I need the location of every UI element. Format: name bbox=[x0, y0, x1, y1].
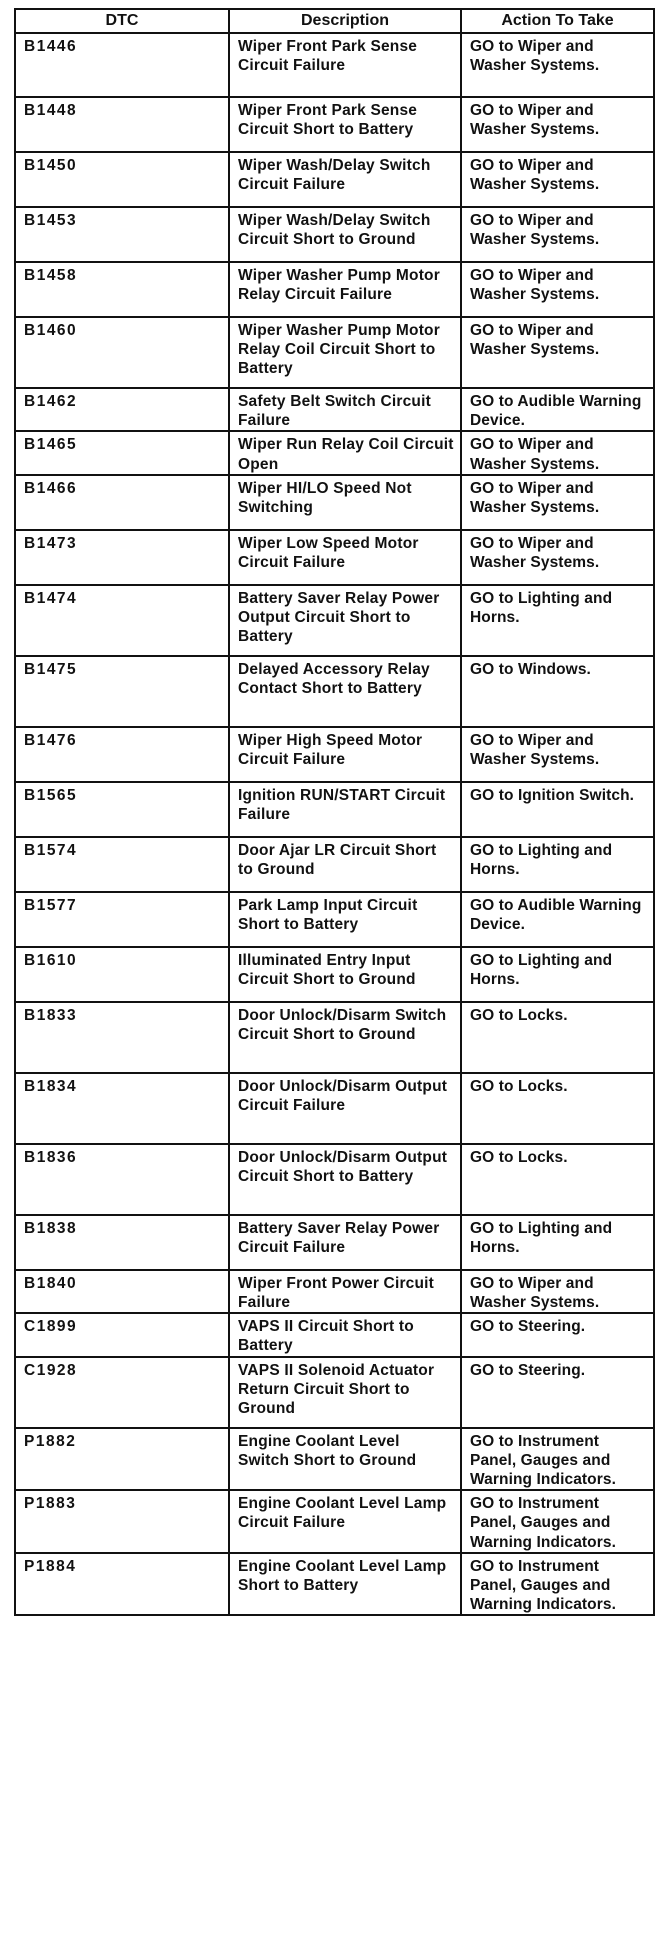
dtc-action: GO to Locks. bbox=[461, 1002, 654, 1073]
table-row bbox=[15, 262, 654, 317]
dtc-table-body bbox=[15, 33, 654, 1615]
dtc-code: P1882 bbox=[15, 1428, 229, 1491]
dtc-action: GO to Audible Warning Device. bbox=[461, 892, 654, 947]
table-row bbox=[15, 947, 654, 1002]
table-row bbox=[15, 1215, 654, 1270]
dtc-action: GO to Wiper and Washer Systems. bbox=[461, 727, 654, 782]
dtc-action: GO to Ignition Switch. bbox=[461, 782, 654, 837]
dtc-code: B1458 bbox=[15, 262, 229, 317]
dtc-code: B1462 bbox=[15, 388, 229, 431]
dtc-description: Wiper Run Relay Coil Circuit Open bbox=[229, 431, 461, 474]
table-row bbox=[15, 207, 654, 262]
table-row bbox=[15, 1357, 654, 1428]
dtc-description: Engine Coolant Level Lamp Short to Battery bbox=[229, 1553, 461, 1616]
dtc-code: B1474 bbox=[15, 585, 229, 656]
dtc-code: B1460 bbox=[15, 317, 229, 388]
dtc-description: Door Unlock/Disarm Output Circuit Failure bbox=[229, 1073, 461, 1144]
dtc-description: Wiper High Speed Motor Circuit Failure bbox=[229, 727, 461, 782]
dtc-action: GO to Windows. bbox=[461, 656, 654, 727]
dtc-action: GO to Wiper and Washer Systems. bbox=[461, 97, 654, 152]
table-row bbox=[15, 1002, 654, 1073]
table-row bbox=[15, 97, 654, 152]
dtc-description: Illuminated Entry Input Circuit Short to Ground bbox=[229, 947, 461, 1002]
dtc-code: B1476 bbox=[15, 727, 229, 782]
table-row bbox=[15, 837, 654, 892]
dtc-description: Door Ajar LR Circuit Short to Ground bbox=[229, 837, 461, 892]
dtc-action: GO to Audible Warning Device. bbox=[461, 388, 654, 431]
dtc-code: B1836 bbox=[15, 1144, 229, 1215]
dtc-code: B1466 bbox=[15, 475, 229, 530]
dtc-description: Engine Coolant Level Switch Short to Ground bbox=[229, 1428, 461, 1491]
dtc-document bbox=[14, 8, 653, 1616]
dtc-description: Door Unlock/Disarm Switch Circuit Short to Ground bbox=[229, 1002, 461, 1073]
table-row bbox=[15, 1313, 654, 1356]
table-row bbox=[15, 1144, 654, 1215]
dtc-description: Wiper Front Park Sense Circuit Failure bbox=[229, 33, 461, 97]
header-dtc: DTC bbox=[15, 9, 229, 33]
dtc-action: GO to Steering. bbox=[461, 1313, 654, 1356]
dtc-code: P1883 bbox=[15, 1490, 229, 1553]
table-row bbox=[15, 33, 654, 97]
table-row bbox=[15, 585, 654, 656]
table-row bbox=[15, 1073, 654, 1144]
dtc-description: VAPS II Solenoid Actuator Return Circuit Short to Ground bbox=[229, 1357, 461, 1428]
dtc-code: C1899 bbox=[15, 1313, 229, 1356]
dtc-action: GO to Lighting and Horns. bbox=[461, 837, 654, 892]
dtc-code: B1838 bbox=[15, 1215, 229, 1270]
dtc-action: GO to Locks. bbox=[461, 1073, 654, 1144]
dtc-description: VAPS II Circuit Short to Battery bbox=[229, 1313, 461, 1356]
dtc-code: B1565 bbox=[15, 782, 229, 837]
dtc-action: GO to Lighting and Horns. bbox=[461, 585, 654, 656]
table-row bbox=[15, 388, 654, 431]
dtc-code: P1884 bbox=[15, 1553, 229, 1616]
header-row bbox=[15, 9, 654, 33]
dtc-code: B1446 bbox=[15, 33, 229, 97]
dtc-action: GO to Wiper and Washer Systems. bbox=[461, 475, 654, 530]
dtc-code: B1450 bbox=[15, 152, 229, 207]
dtc-description: Wiper Wash/Delay Switch Circuit Short to Ground bbox=[229, 207, 461, 262]
dtc-code: B1610 bbox=[15, 947, 229, 1002]
table-row bbox=[15, 431, 654, 474]
table-row bbox=[15, 892, 654, 947]
dtc-code: B1475 bbox=[15, 656, 229, 727]
table-row bbox=[15, 782, 654, 837]
dtc-code: C1928 bbox=[15, 1357, 229, 1428]
dtc-table bbox=[14, 8, 655, 1616]
dtc-description: Wiper HI/LO Speed Not Switching bbox=[229, 475, 461, 530]
dtc-description: Wiper Front Power Circuit Failure bbox=[229, 1270, 461, 1313]
dtc-action: GO to Wiper and Washer Systems. bbox=[461, 1270, 654, 1313]
dtc-code: B1833 bbox=[15, 1002, 229, 1073]
dtc-code: B1465 bbox=[15, 431, 229, 474]
dtc-description: Wiper Washer Pump Motor Relay Circuit Failure bbox=[229, 262, 461, 317]
table-row bbox=[15, 1553, 654, 1616]
dtc-code: B1834 bbox=[15, 1073, 229, 1144]
dtc-action: GO to Locks. bbox=[461, 1144, 654, 1215]
dtc-code: B1574 bbox=[15, 837, 229, 892]
dtc-description: Park Lamp Input Circuit Short to Battery bbox=[229, 892, 461, 947]
dtc-action: GO to Wiper and Washer Systems. bbox=[461, 262, 654, 317]
table-row bbox=[15, 727, 654, 782]
table-row bbox=[15, 1428, 654, 1491]
table-row bbox=[15, 530, 654, 585]
dtc-action: GO to Wiper and Washer Systems. bbox=[461, 207, 654, 262]
table-row bbox=[15, 317, 654, 388]
header-action: Action To Take bbox=[461, 9, 654, 33]
header-description: Description bbox=[229, 9, 461, 33]
dtc-description: Ignition RUN/START Circuit Failure bbox=[229, 782, 461, 837]
dtc-action: GO to Steering. bbox=[461, 1357, 654, 1428]
dtc-description: Engine Coolant Level Lamp Circuit Failure bbox=[229, 1490, 461, 1553]
dtc-action: GO to Lighting and Horns. bbox=[461, 947, 654, 1002]
dtc-description: Door Unlock/Disarm Output Circuit Short to Battery bbox=[229, 1144, 461, 1215]
table-row bbox=[15, 656, 654, 727]
dtc-description: Safety Belt Switch Circuit Failure bbox=[229, 388, 461, 431]
dtc-code: B1453 bbox=[15, 207, 229, 262]
dtc-table-header bbox=[15, 9, 654, 33]
dtc-action: GO to Lighting and Horns. bbox=[461, 1215, 654, 1270]
table-row bbox=[15, 1490, 654, 1553]
dtc-action: GO to Wiper and Washer Systems. bbox=[461, 431, 654, 474]
dtc-action: GO to Instrument Panel, Gauges and Warning Indicators. bbox=[461, 1428, 654, 1491]
table-row bbox=[15, 475, 654, 530]
dtc-action: GO to Wiper and Washer Systems. bbox=[461, 152, 654, 207]
table-row bbox=[15, 1270, 654, 1313]
dtc-action: GO to Instrument Panel, Gauges and Warning Indicators. bbox=[461, 1553, 654, 1616]
dtc-description: Wiper Washer Pump Motor Relay Coil Circuit Short to Battery bbox=[229, 317, 461, 388]
dtc-description: Wiper Wash/Delay Switch Circuit Failure bbox=[229, 152, 461, 207]
dtc-action: GO to Wiper and Washer Systems. bbox=[461, 530, 654, 585]
table-row bbox=[15, 152, 654, 207]
dtc-action: GO to Wiper and Washer Systems. bbox=[461, 33, 654, 97]
dtc-description: Battery Saver Relay Power Output Circuit Short to Battery bbox=[229, 585, 461, 656]
dtc-code: B1577 bbox=[15, 892, 229, 947]
dtc-description: Wiper Low Speed Motor Circuit Failure bbox=[229, 530, 461, 585]
dtc-description: Wiper Front Park Sense Circuit Short to Battery bbox=[229, 97, 461, 152]
dtc-code: B1448 bbox=[15, 97, 229, 152]
dtc-action: GO to Instrument Panel, Gauges and Warning Indicators. bbox=[461, 1490, 654, 1553]
dtc-description: Delayed Accessory Relay Contact Short to Battery bbox=[229, 656, 461, 727]
dtc-description: Battery Saver Relay Power Circuit Failure bbox=[229, 1215, 461, 1270]
dtc-code: B1840 bbox=[15, 1270, 229, 1313]
dtc-action: GO to Wiper and Washer Systems. bbox=[461, 317, 654, 388]
dtc-code: B1473 bbox=[15, 530, 229, 585]
